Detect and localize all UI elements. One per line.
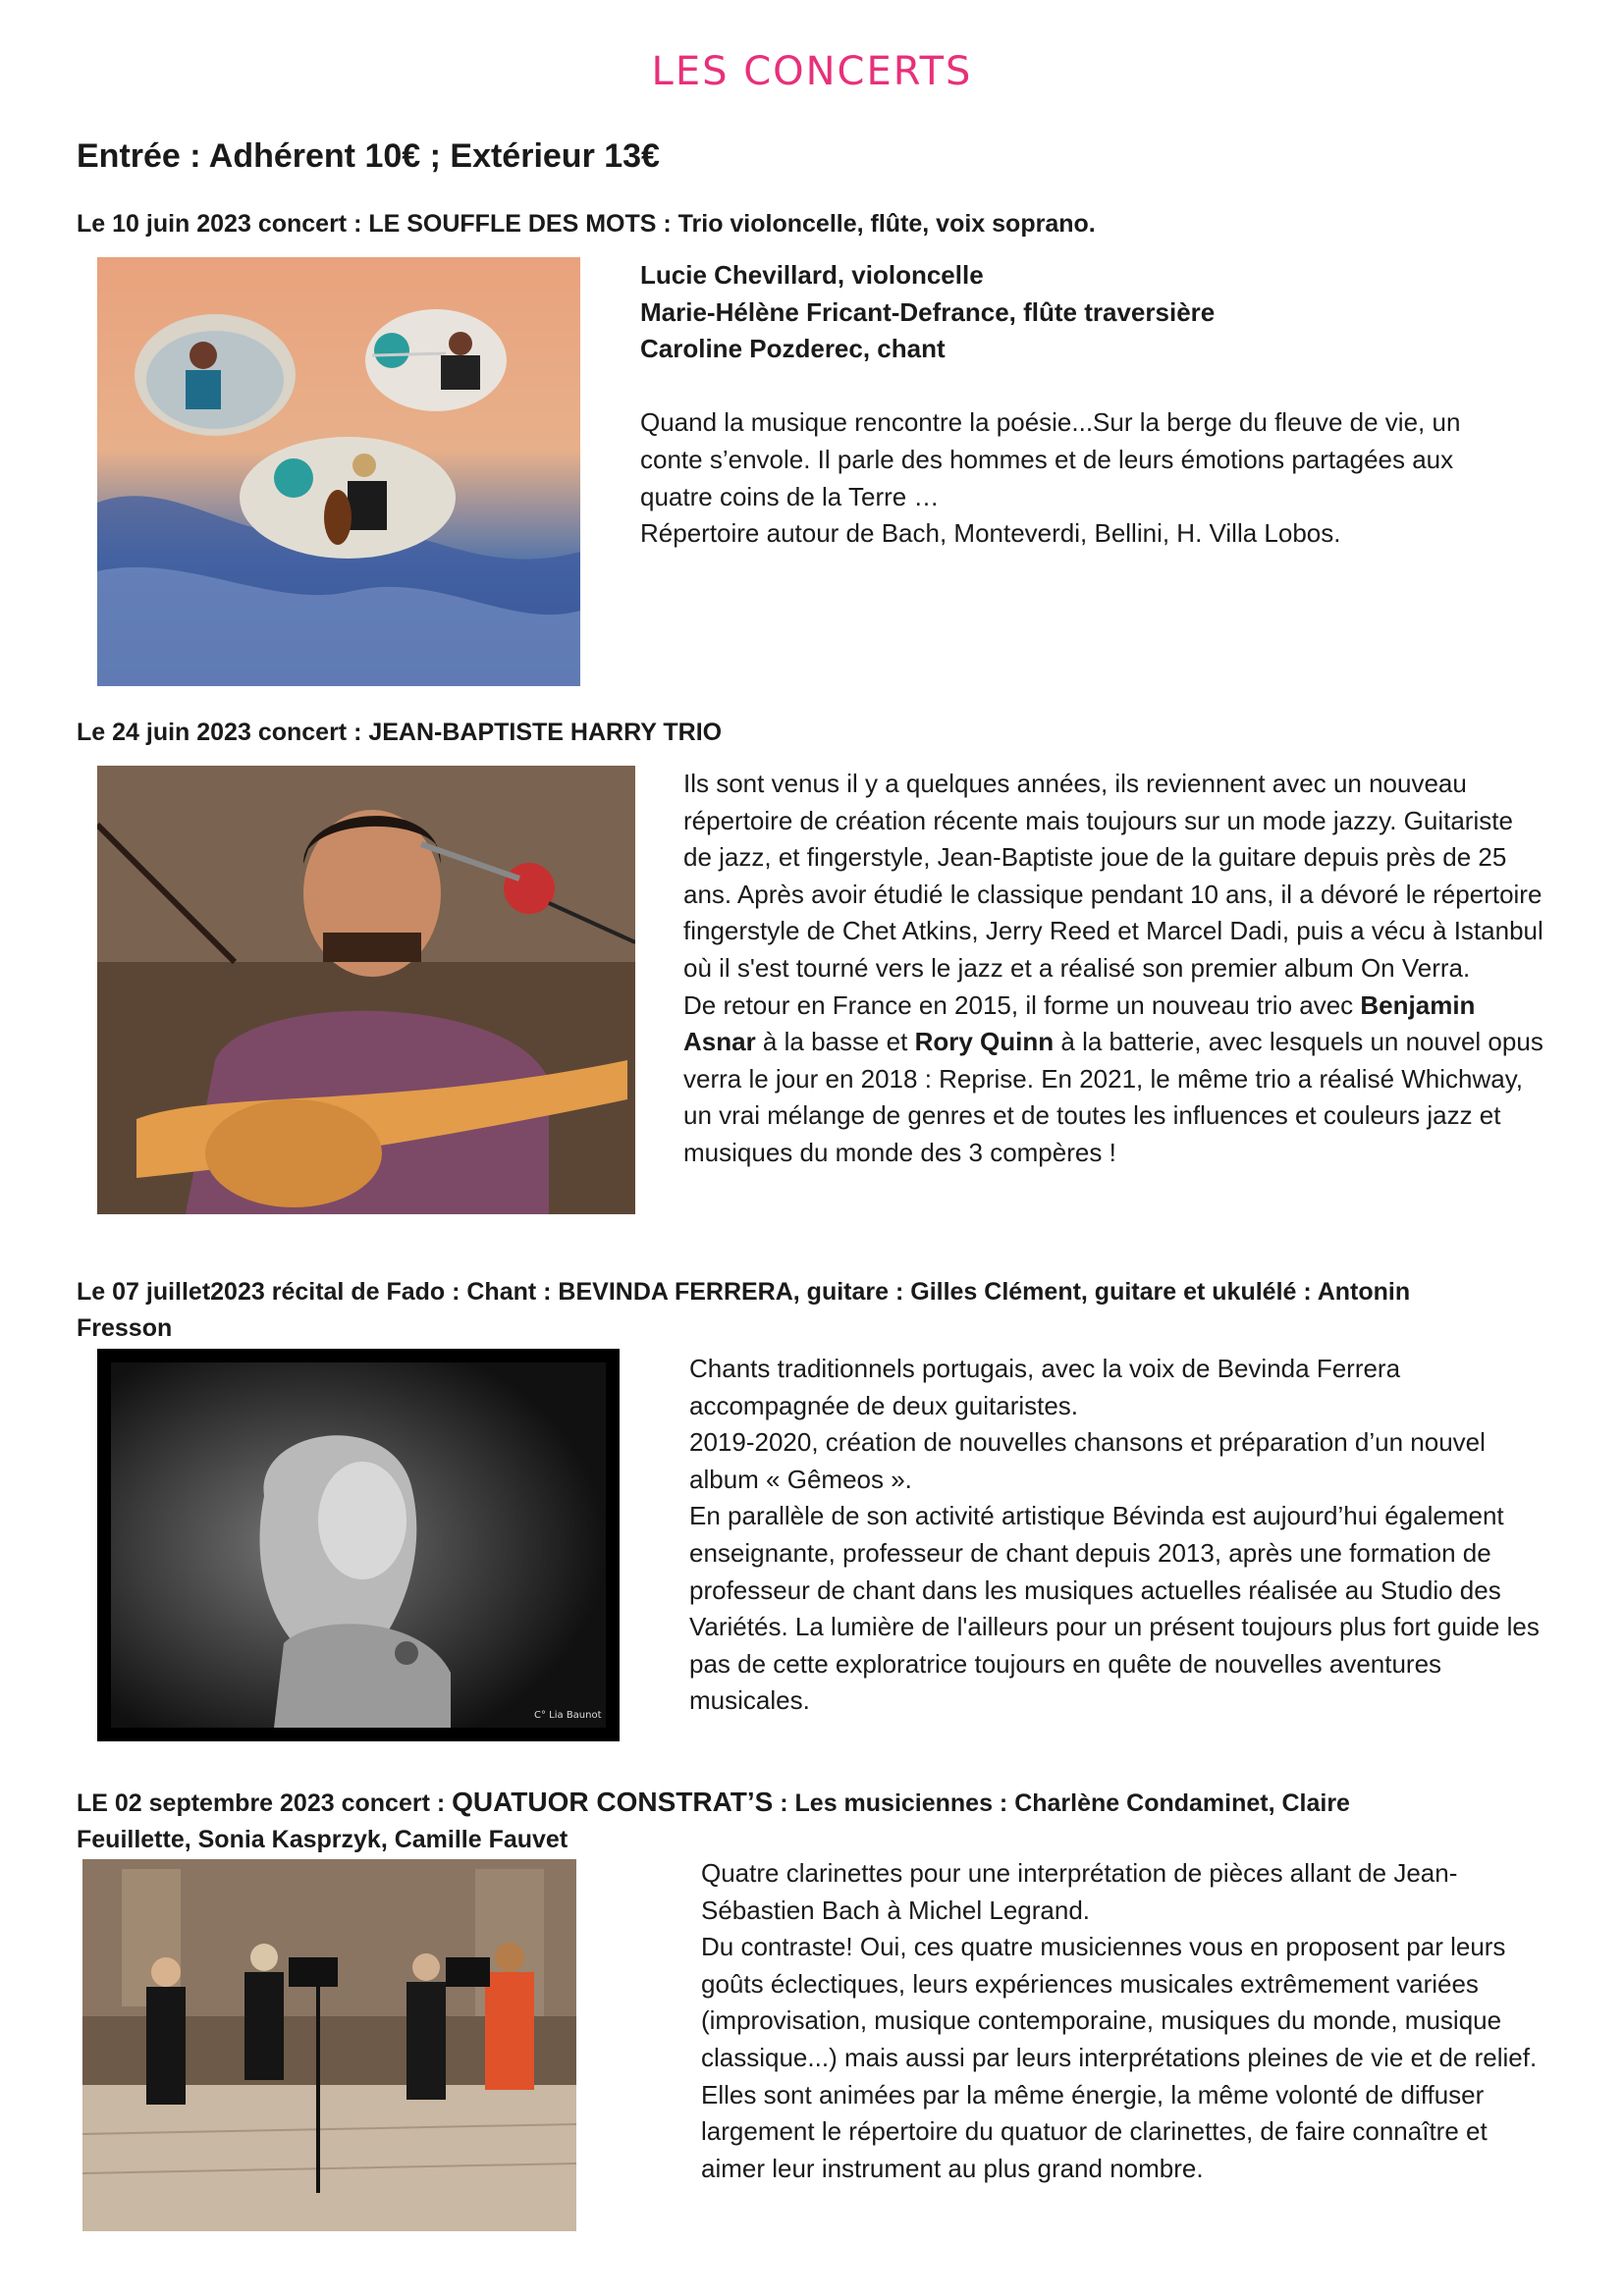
concert3-heading: Le 07 juillet2023 récital de Fado : Chant : BEVINDA FERRERA, guitare : Gilles Clément, guitare et ukulélé : Antonin Fresson bbox=[77, 1278, 1411, 1342]
musician-1: Lucie Chevillard, violoncelle bbox=[640, 260, 984, 290]
concert2-text bbox=[683, 766, 1547, 1172]
concert3-text2: 2019-2020, création de nouvelles chansons et préparation d’un nouvel album « Gêmeos ». bbox=[689, 1427, 1486, 1494]
concert3-text bbox=[689, 1351, 1553, 1720]
concert1-heading: Le 10 juin 2023 concert : LE SOUFFLE DES MOTS : Trio violoncelle, flûte, voix soprano. bbox=[77, 210, 1096, 238]
concert3-photo bbox=[97, 1349, 620, 1741]
concert4-text2: Du contraste! Oui, ces quatre musiciennes vous en proposent par leurs goûts éclectiques, leurs expériences musicales extrêmement variées (improvisation, musique contemporaine, musiques du monde, musique classique...) mais aussi par leurs interprétations pleines de vie et de relief. Elles sont animées par la même énergie, la même volonté de diffuser largement le répertoire du quatuor de clarinettes, de faire connaître et aimer leur instrument au plus grand nombre. bbox=[701, 1932, 1538, 2183]
page-title: LES CONCERTS bbox=[651, 49, 973, 94]
name-benjamin-asnar: Benjamin Asnar bbox=[683, 989, 1476, 1057]
concert3-text3: En parallèle de son activité artistique Bévinda est aujourd’hui également enseignante, professeur de chant depuis 2013, après une formation de professeur de chant dans les musiques actuelles réalisée au Studio des Variétés. La lumière de l'ailleurs pour un présent toujours plus fort guide les pas de cette exploratrice toujours en quête de nouvelles aventures musicales. bbox=[689, 1501, 1540, 1716]
concert1-description: Quand la musique rencontre la poésie...Sur la berge du fleuve de vie, un conte s’envole. Il parle des hommes et de leurs émotions partagées aux quatre coins de la Terre … bbox=[640, 407, 1461, 511]
concert2-heading: Le 24 juin 2023 concert : JEAN-BAPTISTE HARRY TRIO bbox=[77, 719, 723, 746]
musician-2: Marie-Hélène Fricant-Defrance, flûte traversière bbox=[640, 296, 1216, 327]
musician-3: Caroline Pozderec, chant bbox=[640, 334, 946, 364]
quartet-name: QUATUOR CONSTRAT’S bbox=[452, 1787, 774, 1817]
photo-credit: C° Lia Baunot bbox=[534, 1710, 602, 1721]
concert4-heading: LE 02 septembre 2023 concert : QUATUOR CONSTRAT’S : Les musiciennes : Charlène Condaminet, Claire Feuillette, Sonia Kasprzyk, Camille Fauvet bbox=[77, 1787, 1350, 1853]
concert3-text1: Chants traditionnels portugais, avec la voix de Bevinda Ferrera accompagnée de deux guitaristes. bbox=[689, 1354, 1401, 1420]
concert2-paragraph2: De retour en France en 2015, il forme un nouveau trio avec Benjamin Asnar à la basse et Rory Quinn à la batterie, avec lesquels un nouvel opus verra le jour en 2018 : Reprise. En 2021, le même trio a réalisé Whichway, un vrai mélange de genres et de toutes les influences et couleurs jazz et musiques du monde des 3 compères ! bbox=[683, 989, 1543, 1167]
concert2-paragraph1: Ils sont venus il y a quelques années, ils reviennent avec un nouveau répertoire de création récente mais toujours sur un mode jazzy. Guitariste de jazz, et fingerstyle, Jean-Baptiste joue de la guitare depuis près de 25 ans. Après avoir étudié le classique pendant 10 ans, il a dévoré le répertoire fingerstyle de Chet Atkins, Jerry Reed et Marcel Dadi, puis a vécu à Istanbul où il s'est tourné vers le jazz et a réalisé son premier album On Verra. bbox=[683, 769, 1543, 983]
concert1-repertoire: Répertoire autour de Bach, Monteverdi, Bellini, H. Villa Lobos. bbox=[640, 518, 1341, 549]
name-rory-quinn: Rory Quinn bbox=[914, 1027, 1055, 1057]
concert4-text bbox=[701, 1855, 1545, 2187]
concert1-text bbox=[640, 257, 1524, 553]
entry-prices: Entrée : Adhérent 10€ ; Extérieur 13€ bbox=[77, 137, 660, 175]
concert4-text1: Quatre clarinettes pour une interprétation de pièces allant de Jean-Sébastien Bach à Michel Legrand. bbox=[701, 1858, 1458, 1925]
concert2-photo bbox=[97, 766, 635, 1214]
concert4-photo bbox=[82, 1859, 576, 2231]
concert1-photo bbox=[97, 257, 580, 686]
